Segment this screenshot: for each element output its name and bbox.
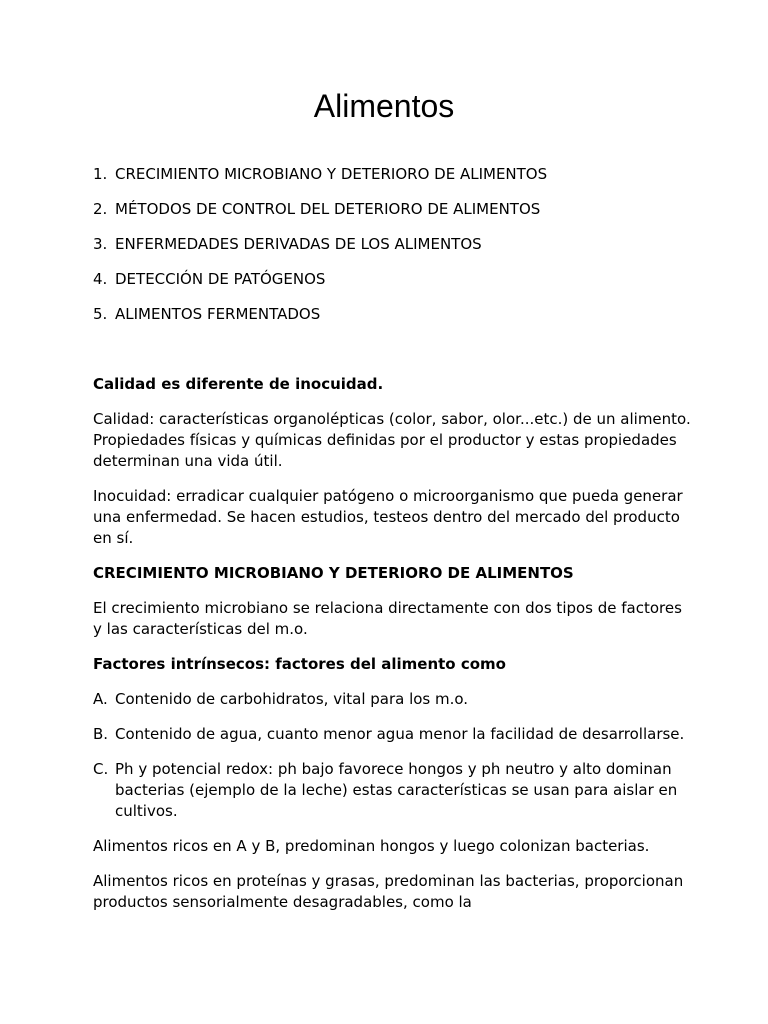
toc-number: 3. xyxy=(93,235,108,253)
toc-text: ALIMENTOS FERMENTADOS xyxy=(115,305,321,323)
factor-letter: A. xyxy=(93,690,108,708)
toc-number: 2. xyxy=(93,200,108,218)
document-content xyxy=(93,164,693,927)
section-spacer xyxy=(93,339,693,374)
toc-text: MÉTODOS DE CONTROL DEL DETERIORO DE ALIMENTOS xyxy=(115,200,541,218)
factor-item xyxy=(93,724,693,745)
heading-factores: Factores intrínsecos: factores del alimento como xyxy=(93,655,506,673)
toc-number: 5. xyxy=(93,305,108,323)
paragraph-ricos-proteinas: Alimentos ricos en proteínas y grasas, predominan las bacterias, proporcionan productos sensorialmente desagradables, como la xyxy=(93,872,684,911)
paragraph-calidad: Calidad: características organolépticas (color, sabor, olor...etc.) de un alimento. Propiedades físicas y químicas definidas por el productor y estas propiedades determinan una vida útil. xyxy=(93,410,691,470)
toc-item xyxy=(93,269,693,290)
toc-item xyxy=(93,304,693,325)
toc-text: ENFERMEDADES DERIVADAS DE LOS ALIMENTOS xyxy=(115,235,482,253)
factor-letter: B. xyxy=(93,725,109,743)
toc-item xyxy=(93,164,693,185)
paragraph-ricos-ab: Alimentos ricos en A y B, predominan hongos y luego colonizan bacterias. xyxy=(93,837,650,855)
table-of-contents xyxy=(93,164,693,325)
factor-text: Contenido de agua, cuanto menor agua menor la facilidad de desarrollarse. xyxy=(115,725,685,743)
paragraph-crecimiento: El crecimiento microbiano se relaciona directamente con dos tipos de factores y las características del m.o. xyxy=(93,599,682,638)
toc-number: 1. xyxy=(93,165,108,183)
factor-item xyxy=(93,759,693,822)
toc-text: DETECCIÓN DE PATÓGENOS xyxy=(115,270,326,288)
factor-text: Contenido de carbohidratos, vital para los m.o. xyxy=(115,690,469,708)
factor-text: Ph y potencial redox: ph bajo favorece hongos y ph neutro y alto dominan bacterias (ejemplo de la leche) estas características se usan para aislar en cultivos. xyxy=(115,760,678,820)
heading-crecimiento: CRECIMIENTO MICROBIANO Y DETERIORO DE ALIMENTOS xyxy=(93,564,574,582)
heading-calidad: Calidad es diferente de inocuidad. xyxy=(93,375,384,393)
page-title: Alimentos xyxy=(313,88,455,124)
toc-item xyxy=(93,199,693,220)
factors-list xyxy=(93,689,693,822)
paragraph-inocuidad: Inocuidad: erradicar cualquier patógeno o microorganismo que pueda generar una enfermedad. Se hacen estudios, testeos dentro del mercado del producto en sí. xyxy=(93,487,683,547)
factor-item xyxy=(93,689,693,710)
toc-number: 4. xyxy=(93,270,108,288)
factor-letter: C. xyxy=(93,760,109,778)
toc-item xyxy=(93,234,693,255)
toc-text: CRECIMIENTO MICROBIANO Y DETERIORO DE ALIMENTOS xyxy=(115,165,548,183)
